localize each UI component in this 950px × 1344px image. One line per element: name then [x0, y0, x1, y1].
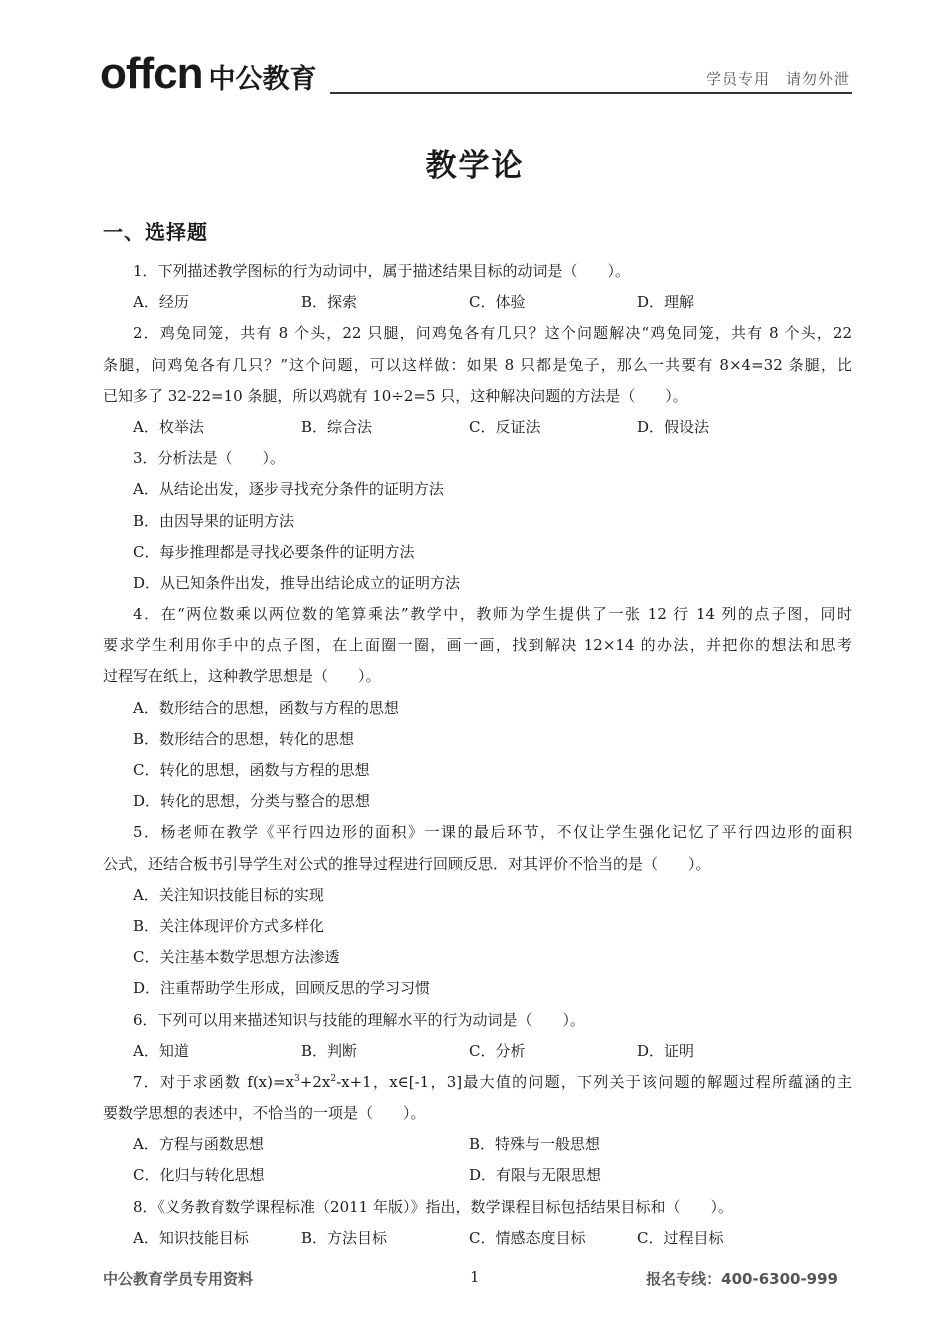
option: D．从已知条件出发，推导出结论成立的证明方法	[133, 573, 461, 592]
option: B．数形结合的思想，转化的思想	[133, 729, 355, 748]
q7-part-c: -x+1，x∈[-1，3]最大值的问题，下列关于该问题的解题过程所蕴涵的主	[336, 1072, 852, 1091]
question-3-stem: 3．分析法是（ ）。	[133, 449, 286, 468]
question-7-options-row-2	[103, 1160, 852, 1191]
footer-hotline: 报名专线：400-6300-999	[646, 1270, 838, 1288]
offcn-logo	[100, 50, 317, 104]
option: B．特殊与一般思想	[469, 1135, 601, 1154]
option: B．方法目标	[301, 1228, 388, 1247]
question-6-stem: 6．下列可以用来描述知识与技能的理解水平的行为动词是（ ）。	[133, 1010, 586, 1029]
option: D．理解	[637, 293, 695, 312]
option: C．体验	[469, 293, 526, 312]
option: B．关注体现评价方式多样化	[133, 916, 325, 935]
question-5-stem-line-2: 公式，还结合板书引导学生对公式的推导过程进行回顾反思．对其评价不恰当的是（ ）。	[103, 854, 711, 873]
q7-part-b: +2x	[299, 1072, 331, 1091]
option: C．化归与转化思想	[133, 1166, 265, 1185]
q7-part-a: 7．对于求函数 f(x)=x	[133, 1072, 295, 1091]
page-header	[100, 50, 852, 100]
question-7-stem-line-1	[103, 1067, 852, 1098]
option: C．分析	[469, 1041, 526, 1060]
option: A．知识技能目标	[133, 1228, 249, 1247]
q7-exponent-2: 2	[330, 1073, 337, 1084]
page-number: 1	[470, 1268, 480, 1286]
question-5-stem-line-1: 5．杨老师在教学《平行四边形的面积》一课的最后环节，不仅让学生强化记忆了平行四边形的面积	[133, 823, 852, 842]
question-list	[103, 256, 852, 1254]
option: D．证明	[637, 1041, 695, 1060]
question-4-stem-line-2: 要求学生利用你手中的点子图，在上面圈一圈，画一画，找到解决 12×14 的办法，并把你的想法和思考	[103, 636, 852, 655]
logo-latin-text: offcn	[100, 49, 203, 98]
question-4-stem-line-3: 过程写在纸上，这种教学思想是（ ）。	[103, 667, 381, 686]
footer-label: 中公教育学员专用资料	[103, 1270, 254, 1288]
option: D．转化的思想，分类与整合的思想	[133, 792, 371, 811]
option: B．探索	[301, 293, 358, 312]
header-divider	[330, 92, 852, 94]
question-4-stem-line-1: 4．在“两位数乘以两位数的笔算乘法”教学中，教师为学生提供了一张 12 行 14 列的点子图，同时	[133, 605, 852, 624]
question-6-options	[103, 1036, 852, 1067]
question-8-stem: 8．《义务教育数学课程标准（2011 年版）》指出，数学课程目标包括结果目标和（ ）。	[133, 1197, 733, 1216]
question-1-options	[103, 287, 852, 318]
option: B．由因导果的证明方法	[133, 511, 295, 530]
header-note	[706, 68, 850, 89]
question-2-stem-line-3: 已知多了 32-22=10 条腿，所以鸡就有 10÷2=5 只，这种解决问题的方法是（ ）。	[103, 386, 688, 405]
question-2-stem-line-2: 条腿，问鸡兔各有几只？”这个问题，可以这样做：如果 8 只都是兔子，那么一共要有 8×4=32 条腿，比	[103, 355, 852, 374]
option: B．判断	[301, 1041, 358, 1060]
question-2-stem-line-1: 2．鸡兔同笼，共有 8 个头，22 只腿，问鸡兔各有几只？这个问题解决“鸡兔同笼，共有 8 个头，22	[133, 324, 852, 343]
option: B．综合法	[301, 417, 373, 436]
option: A．数形结合的思想，函数与方程的思想	[133, 698, 399, 717]
q7-exponent-3: 3	[294, 1073, 300, 1084]
question-7-options-row-1	[103, 1129, 852, 1160]
question-8-options	[103, 1223, 852, 1254]
question-7-stem-line-2: 要数学思想的表述中，不恰当的一项是（ ）。	[103, 1104, 426, 1123]
logo-cn-text: 中公教育	[208, 64, 317, 95]
option: C．过程目标	[637, 1228, 724, 1247]
option: A．方程与函数思想	[133, 1135, 264, 1154]
option: C．情感态度目标	[469, 1228, 586, 1247]
header-note-right: 请勿外泄	[785, 70, 850, 88]
section-heading: 一、选择题	[103, 220, 208, 244]
option: D．假设法	[637, 417, 710, 436]
document-title: 教学论	[425, 148, 525, 184]
option: C．关注基本数学思想方法渗透	[133, 948, 340, 967]
option: C．转化的思想，函数与方程的思想	[133, 761, 370, 779]
option: C．每步推理都是寻找必要条件的证明方法	[133, 542, 415, 561]
option: D．有限与无限思想	[469, 1166, 602, 1185]
option: A．经历	[133, 293, 189, 312]
option: C．反证法	[469, 417, 541, 436]
option: A．枚举法	[133, 417, 204, 436]
option: D．注重帮助学生形成，回顾反思的学习习惯	[133, 979, 431, 998]
option: A．知道	[133, 1041, 189, 1060]
option: A．从结论出发，逐步寻找充分条件的证明方法	[133, 480, 444, 499]
question-2-options	[103, 412, 852, 443]
option: A．关注知识技能目标的实现	[133, 885, 324, 904]
question-1-stem: 1．下列描述教学图标的行为动词中，属于描述结果目标的动词是（ ）。	[133, 262, 631, 280]
header-note-left: 学员专用	[705, 70, 770, 88]
